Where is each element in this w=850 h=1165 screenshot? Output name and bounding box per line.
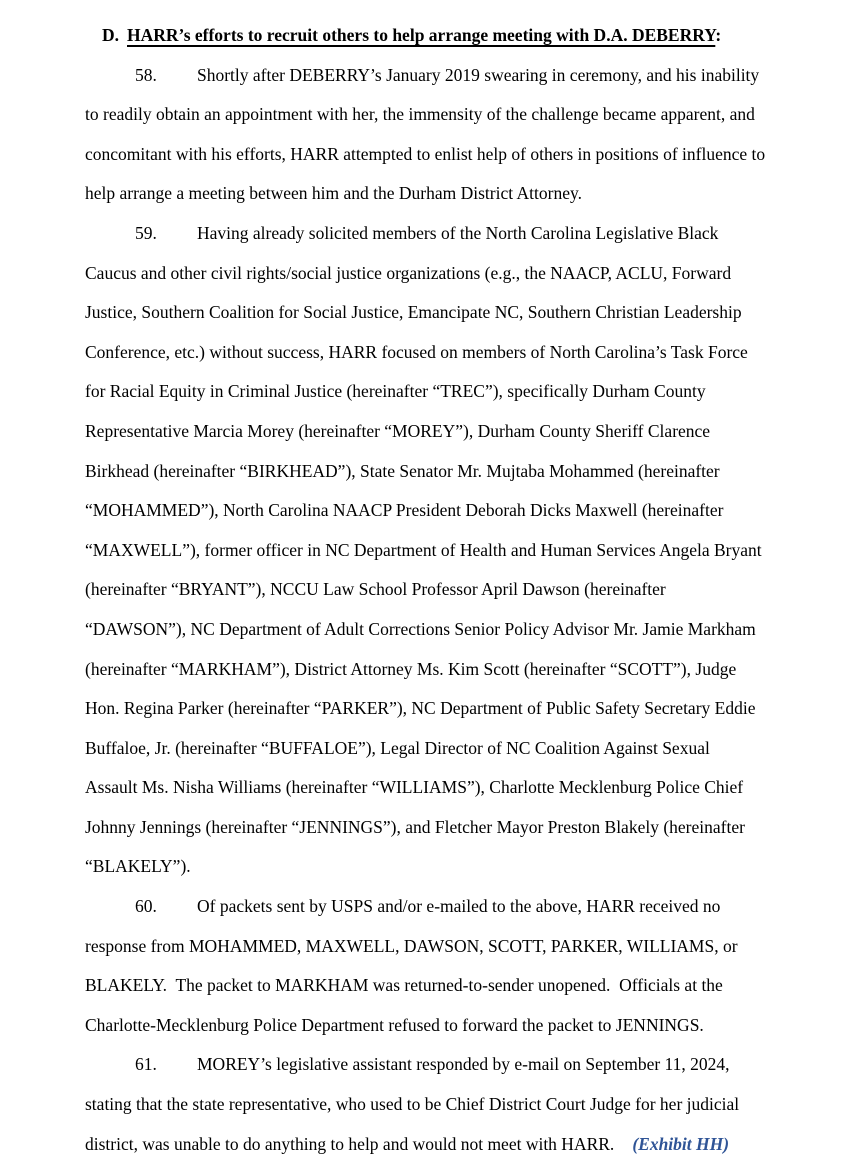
paragraph-text: Buffaloe, Jr. (hereinafter “BUFFALOE”), Legal Director of NC Coalition Against Sexual <box>85 737 710 758</box>
paragraph-text: Representative Marcia Morey (hereinafter “MOREY”), Durham County Sheriff Clarence <box>85 420 711 441</box>
document-line <box>85 768 780 808</box>
document-line <box>85 650 780 690</box>
section-heading-letter: D. <box>102 25 120 45</box>
document-line <box>85 610 780 650</box>
paragraph-text: (hereinafter “BRYANT”), NCCU Law School Professor April Dawson (hereinafter <box>85 579 666 600</box>
document-line <box>85 491 780 531</box>
paragraph-text: to readily obtain an appointment with her, the immensity of the challenge became apparent, and <box>85 104 755 125</box>
paragraph-text: Hon. Regina Parker (hereinafter “PARKER”), NC Department of Public Safety Secretary Eddie <box>85 698 756 719</box>
document-line <box>85 135 780 175</box>
paragraph-text: Assault Ms. Nisha Williams (hereinafter “WILLIAMS”), Charlotte Mecklenburg Police Chief <box>85 777 744 798</box>
paragraph-text: BLAKELY. The packet to MARKHAM was returned-to-sender unopened. Officials at the <box>85 975 723 996</box>
paragraph-text: (hereinafter “MARKHAM”), District Attorney Ms. Kim Scott (hereinafter “SCOTT”), Judge <box>85 658 737 679</box>
paragraph-text: “MAXWELL”), former officer in NC Department of Health and Human Services Angela Bryant <box>85 539 762 560</box>
paragraph-text: Having already solicited members of the North Carolina Legislative Black <box>197 222 719 243</box>
document-line <box>85 56 780 96</box>
document-line <box>85 293 780 333</box>
document-line <box>85 927 780 967</box>
document-line <box>85 729 780 769</box>
section-heading <box>85 16 780 56</box>
paragraph-text: Justice, Southern Coalition for Social Justice, Emancipate NC, Southern Christian Leadership <box>85 302 742 323</box>
section-heading-title: HARR’s efforts to recruit others to help arrange meeting with D.A. DEBERRY <box>127 25 716 45</box>
document-line <box>85 254 780 294</box>
paragraph-text: Conference, etc.) without success, HARR focused on members of North Carolina’s Task Force <box>85 341 748 362</box>
paragraph-number: 61. <box>135 1054 157 1075</box>
document-line <box>85 887 780 927</box>
document-line <box>85 808 780 848</box>
paragraph-list <box>85 56 780 1165</box>
document-line <box>85 412 780 452</box>
paragraph-text: Johnny Jennings (hereinafter “JENNINGS”), and Fletcher Mayor Preston Blakely (hereinafter <box>85 816 745 837</box>
document-line <box>85 95 780 135</box>
document-line <box>85 214 780 254</box>
paragraph-text: for Racial Equity in Criminal Justice (hereinafter “TREC”), specifically Durham County <box>85 381 706 402</box>
document-line <box>85 372 780 412</box>
paragraph-text: “MOHAMMED”), North Carolina NAACP President Deborah Dicks Maxwell (hereinafter <box>85 500 724 521</box>
paragraph-text: MOREY’s legislative assistant responded by e-mail on September 11, 2024, <box>197 1054 730 1075</box>
exhibit-reference[interactable]: (Exhibit HH) <box>632 1133 730 1154</box>
paragraph-text: “DAWSON”), NC Department of Adult Corrections Senior Policy Advisor Mr. Jamie Markham <box>85 618 756 639</box>
document-line <box>85 847 780 887</box>
document-line <box>85 570 780 610</box>
paragraph-text: Caucus and other civil rights/social justice organizations (e.g., the NAACP, ACLU, Forward <box>85 262 732 283</box>
paragraph-number: 59. <box>135 222 157 243</box>
paragraph-text: Shortly after DEBERRY’s January 2019 swearing in ceremony, and his inability <box>197 64 760 85</box>
paragraph-text: district, was unable to do anything to help and would not meet with HARR. <box>85 1133 615 1154</box>
document-line <box>85 1085 780 1125</box>
document-line <box>85 333 780 373</box>
document-line <box>85 531 780 571</box>
document-line <box>85 1125 780 1165</box>
document-line <box>85 174 780 214</box>
document-line <box>85 966 780 1006</box>
paragraph-text: Charlotte-Mecklenburg Police Department refused to forward the packet to JENNINGS. <box>85 1014 704 1035</box>
paragraph-text: Of packets sent by USPS and/or e-mailed to the above, HARR received no <box>197 896 721 917</box>
paragraph-number: 58. <box>135 64 157 85</box>
paragraph-text: help arrange a meeting between him and the Durham District Attorney. <box>85 183 582 204</box>
document-line <box>85 689 780 729</box>
document-line <box>85 1006 780 1046</box>
section-heading-colon: : <box>715 25 722 45</box>
paragraph-text: response from MOHAMMED, MAXWELL, DAWSON, SCOTT, PARKER, WILLIAMS, or <box>85 935 738 956</box>
paragraph-text: Birkhead (hereinafter “BIRKHEAD”), State Senator Mr. Mujtaba Mohammed (hereinafter <box>85 460 720 481</box>
paragraph-number: 60. <box>135 896 157 917</box>
document-line <box>85 452 780 492</box>
paragraph-text: “BLAKELY”). <box>85 856 191 877</box>
document-line <box>85 1045 780 1085</box>
paragraph-text: concomitant with his efforts, HARR attempted to enlist help of others in positions of influence to <box>85 143 766 164</box>
paragraph-text: stating that the state representative, who used to be Chief District Court Judge for her judicial <box>85 1094 740 1115</box>
